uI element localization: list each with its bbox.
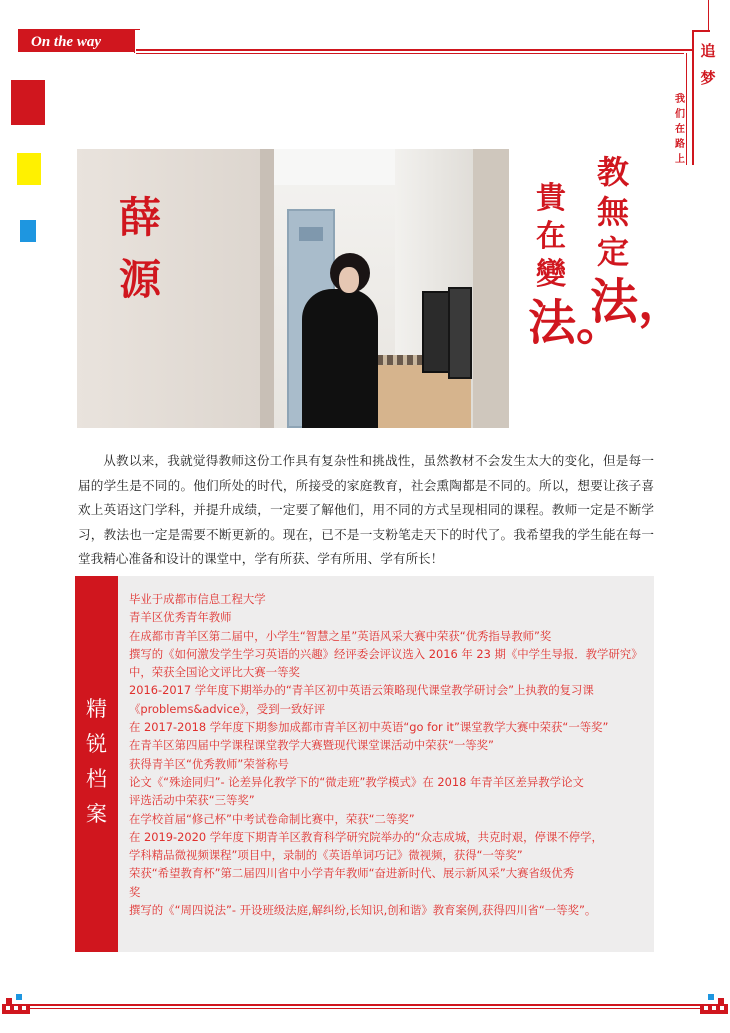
achievement-list [129, 590, 651, 919]
achievement-line: 在 2019-2020 学年度下期青羊区教育科学研究院举办的“众志成城，共克时艰，停课不停学， [129, 829, 603, 844]
achievement-line: 奖 [129, 884, 141, 899]
achievement-line: 在成都市青羊区第二届中，小学生“智慧之星”英语风采大赛中荣获“优秀指导教师”奖 [129, 628, 552, 643]
header-rule-thin [136, 53, 684, 54]
achievement-line: 评选活动中荣获“三等奖” [129, 793, 255, 808]
side-subtitle-char: 在 [675, 124, 685, 135]
achievement-line: 在青羊区第四届中学课程课堂教学大赛暨现代课堂课活动中荣获“一等奖” [129, 738, 494, 753]
achievement-line: 学科精品微视频课程”项目中，录制的《英语单词巧记》微视频，获得“一等奖” [129, 848, 523, 863]
motto-char-large: 法。 [528, 295, 625, 351]
photo-person-face [339, 267, 359, 293]
motto-char: 貴 [536, 181, 566, 216]
side-title-char: 追 [700, 42, 716, 60]
teacher-name [95, 187, 185, 311]
teacher-name-char: 薛 [118, 193, 161, 242]
header-corner-hook [692, 30, 710, 32]
motto-char: 變 [536, 257, 566, 292]
side-subtitle-char: 我 [675, 94, 685, 105]
decor-red-block [11, 80, 45, 125]
profile-label-char: 案 [86, 802, 107, 826]
achievement-line: 撰写的《如何激发学生学习英语的兴趣》经评委会评议选入 2016 年 23 期《中学生导报．教学研究》 [129, 646, 643, 661]
side-subtitle-char: 路 [675, 139, 685, 150]
teacher-photo [77, 149, 509, 428]
intro-paragraph: 从教以来，我就觉得教师这份工作具有复杂性和挑战性，虽然教材不会发生太大的变化，但是每一届的学生是不同的。他们所处的时代，所接受的家庭教育，社会熏陶都是不同的。所以，想要让孩子喜欢上英语这门学科，并提升成绩，一定要了解他们，用不同的方式呈现相同的课程。教师一定是不断学习，教法也一定是需要不断更新的。现在，已不是一支粉笔走天下的时代了。我希望我的学生能在每一堂我精心准备和设计的课堂中，学有所获、学有所用、学有所长！ [78, 453, 654, 566]
achievement-line: 撰写的《“周四说法”- 开设班级法庭,解纠纷,长知识,创和谐》教育案例,获得四川省“一等奖”。 [129, 903, 597, 918]
motto-char: 定 [596, 233, 629, 271]
achievement-line: 青羊区优秀青年教师 [129, 610, 232, 625]
footer-ornament-left [2, 990, 30, 1014]
achievement-line: 论文《“殊途同归”- 论差异化教学下的“微走班”教学模式》在 2018 年青羊区差异教学论文 [129, 774, 584, 789]
motto-char: 教 [596, 153, 629, 191]
achievement-line: 获得青羊区“优秀教师”荣誉称号 [129, 756, 289, 771]
decor-yellow-block [17, 153, 41, 185]
photo-person-body [302, 289, 378, 428]
achievement-line: 在学校首届“修己杯”中考试卷命制比赛中，荣获“二等奖” [129, 811, 415, 826]
photo-frame [422, 291, 450, 373]
motto-char: 無 [596, 193, 629, 231]
motto-char: 在 [536, 219, 566, 254]
photo-wall-edge [260, 149, 274, 428]
achievement-line: 荣获“希望教育杯”第二届四川省中小学青年教师“奋进新时代、展示新风采”大赛省级优秀 [129, 866, 575, 881]
header-divider [134, 29, 135, 53]
photo-frame [448, 287, 472, 379]
profile-label-char: 锐 [86, 732, 107, 756]
achievement-line: 在 2017-2018 学年度下期参加成都市青羊区初中英语“go for it”课堂教学大赛中荣获“一等奖” [129, 720, 609, 735]
motto-char-large: 法， [590, 274, 687, 330]
header-rule [136, 49, 692, 51]
side-subtitle-char: 们 [675, 109, 685, 120]
decor-blue-block [20, 220, 36, 242]
motto-column-2 [528, 180, 625, 352]
profile-label-char: 精 [86, 697, 107, 721]
profile-label [75, 692, 118, 832]
side-title-char: 梦 [700, 69, 716, 87]
side-title [696, 38, 720, 92]
achievement-line: 2016-2017 学年度下期举办的“青羊区初中英语云策略现代课堂教学研讨会”上执教的复习课 [129, 683, 594, 698]
footer-rule [30, 1004, 700, 1006]
header-corner-rule [708, 0, 709, 32]
photo-door [473, 149, 509, 428]
achievement-line: 《problems&advice》，受到一致好评 [129, 701, 326, 716]
side-subtitle [673, 92, 687, 167]
profile-label-char: 档 [86, 767, 107, 791]
header-side-rule [692, 30, 694, 165]
footer-rule-thin [30, 1008, 700, 1009]
side-subtitle-char: 上 [675, 154, 685, 165]
section-tab: On the way [18, 30, 134, 52]
achievement-line: 中，荣获全国论文评比大赛一等奖 [129, 665, 300, 680]
teacher-name-char: 源 [118, 255, 161, 304]
footer-ornament-right [700, 990, 728, 1014]
achievement-line: 毕业于成都市信息工程大学 [129, 592, 266, 606]
